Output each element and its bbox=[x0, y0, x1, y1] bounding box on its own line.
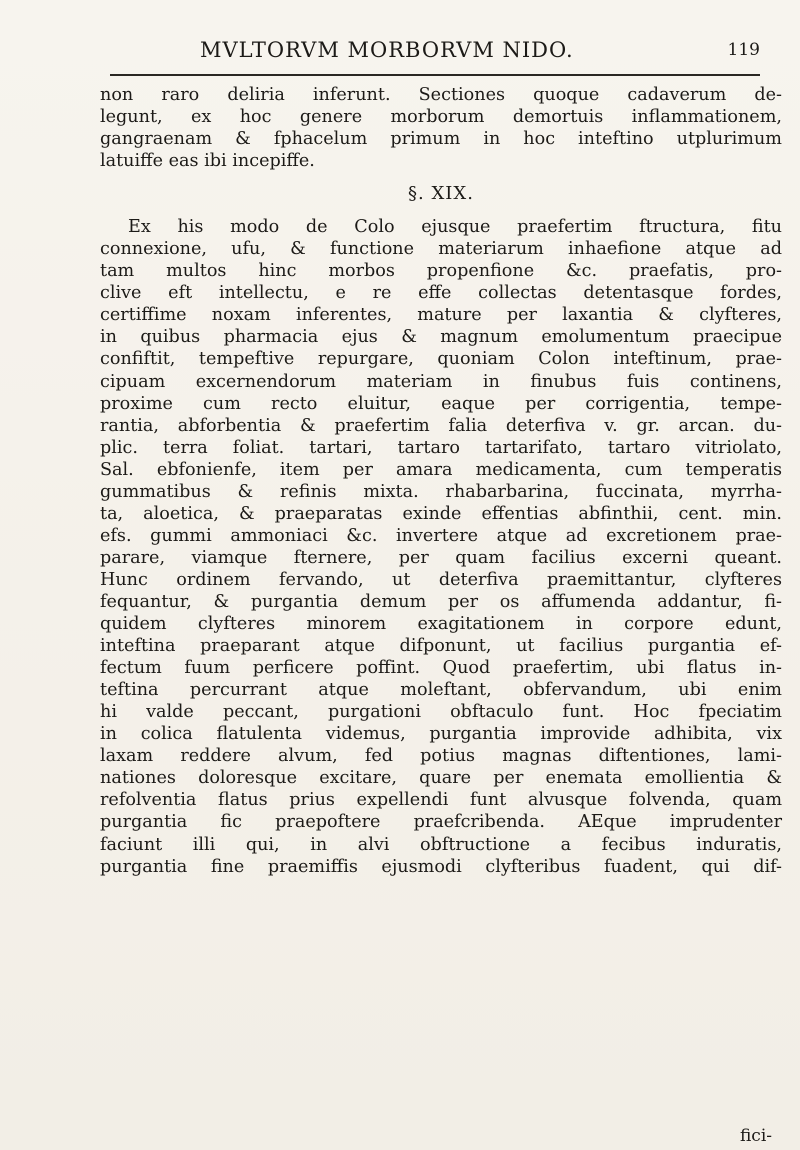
text-line: latuiffe eas ibi incepiffe. bbox=[100, 151, 315, 172]
text-line: purgantia fic praepoftere praefcribenda. AEque imprudenter bbox=[100, 812, 782, 833]
text-line: cipuam excernendorum materiam in finubus fuis continens, bbox=[100, 371, 782, 392]
text-line: laxam reddere alvum, fed potius magnas diftentiones, lami- bbox=[100, 746, 782, 767]
text-line: rantia, abforbentia & praefertim falia deterfiva v. gr. arcan. du- bbox=[100, 415, 782, 436]
text-line: parare, viamque fternere, per quam facilius excerni queant. bbox=[100, 547, 782, 568]
text-line: faciunt illi qui, in alvi obftructione a fecibus induratis, bbox=[100, 834, 782, 855]
text-line: nationes doloresque excitare, quare per enemata emollientia & bbox=[100, 768, 782, 789]
body-text bbox=[100, 84, 782, 878]
text-line: proxime cum recto eluitur, eaque per corrigentia, tempe- bbox=[100, 393, 782, 414]
running-title: MVLTORVM MORBORVM NIDO. bbox=[200, 38, 574, 62]
text-line: confiftit, tempeftive repurgare, quoniam Colon inteftinum, prae- bbox=[100, 349, 782, 370]
text-line: efs. gummi ammoniaci &c. invertere atque ad excretionem prae- bbox=[100, 525, 782, 546]
section-heading: §. XIX. bbox=[408, 183, 474, 205]
text-line: fequantur, & purgantia demum per os affumenda addantur, fi- bbox=[100, 591, 782, 612]
page-number: 119 bbox=[727, 40, 760, 60]
text-line: ta, aloetica, & praeparatas exinde effentias abfinthii, cent. min. bbox=[100, 503, 782, 524]
text-line: clive eft intellectu, e re effe collectas detentasque fordes, bbox=[100, 283, 782, 304]
text-line: tam multos hinc morbos propenfione &c. praefatis, pro- bbox=[100, 261, 782, 282]
text-line: in quibus pharmacia ejus & magnum emolumentum praecipue bbox=[100, 327, 782, 348]
text-line: gangraenam & fphacelum primum in hoc inteftino utplurimum bbox=[100, 129, 782, 150]
text-line: hi valde peccant, purgationi obftaculo funt. Hoc fpeciatim bbox=[100, 702, 782, 723]
text-line: non raro deliria inferunt. Sectiones quoque cadaverum de- bbox=[100, 85, 782, 105]
running-header bbox=[90, 30, 760, 70]
text-line: Hunc ordinem fervando, ut deterfiva praemittantur, clyfteres bbox=[100, 569, 782, 590]
text-line: in colica flatulenta videmus, purgantia improvide adhibita, vix bbox=[100, 724, 782, 745]
text-line: legunt, ex hoc genere morborum demortuis inflammationem, bbox=[100, 107, 782, 128]
text-line: inteftina praeparant atque difponunt, ut facilius purgantia ef- bbox=[100, 636, 782, 657]
header-rule bbox=[110, 74, 760, 76]
text-line: certiffime noxam inferentes, mature per laxantia & clyfteres, bbox=[100, 305, 782, 326]
text-line: purgantia fine praemiffis ejusmodi clyfteribus fuadent, qui dif- bbox=[100, 856, 782, 877]
text-line: teftina percurrant atque moleftant, obfervandum, ubi enim bbox=[100, 680, 782, 701]
text-line: gummatibus & refinis mixta. rhabarbarina, fuccinata, myrrha- bbox=[100, 481, 782, 502]
text-line: Sal. ebfonienfe, item per amara medicamenta, cum temperatis bbox=[100, 459, 782, 480]
text-line: quidem clyfteres minorem exagitationem in corpore edunt, bbox=[100, 614, 782, 635]
text-line: Ex his modo de Colo ejusque praefertim ftructura, fitu bbox=[128, 217, 782, 238]
text-line: connexione, ufu, & functione materiarum inhaefione atque ad bbox=[100, 239, 782, 260]
catchword: fici- bbox=[739, 1126, 772, 1146]
text-line: refolventia flatus prius expellendi funt alvusque folvenda, quam bbox=[100, 790, 782, 811]
text-line: fectum fuum perficere poffint. Quod praefertim, ubi flatus in- bbox=[100, 658, 782, 679]
text-line: plic. terra foliat. tartari, tartaro tartarifato, tartaro vitriolato, bbox=[100, 437, 782, 458]
